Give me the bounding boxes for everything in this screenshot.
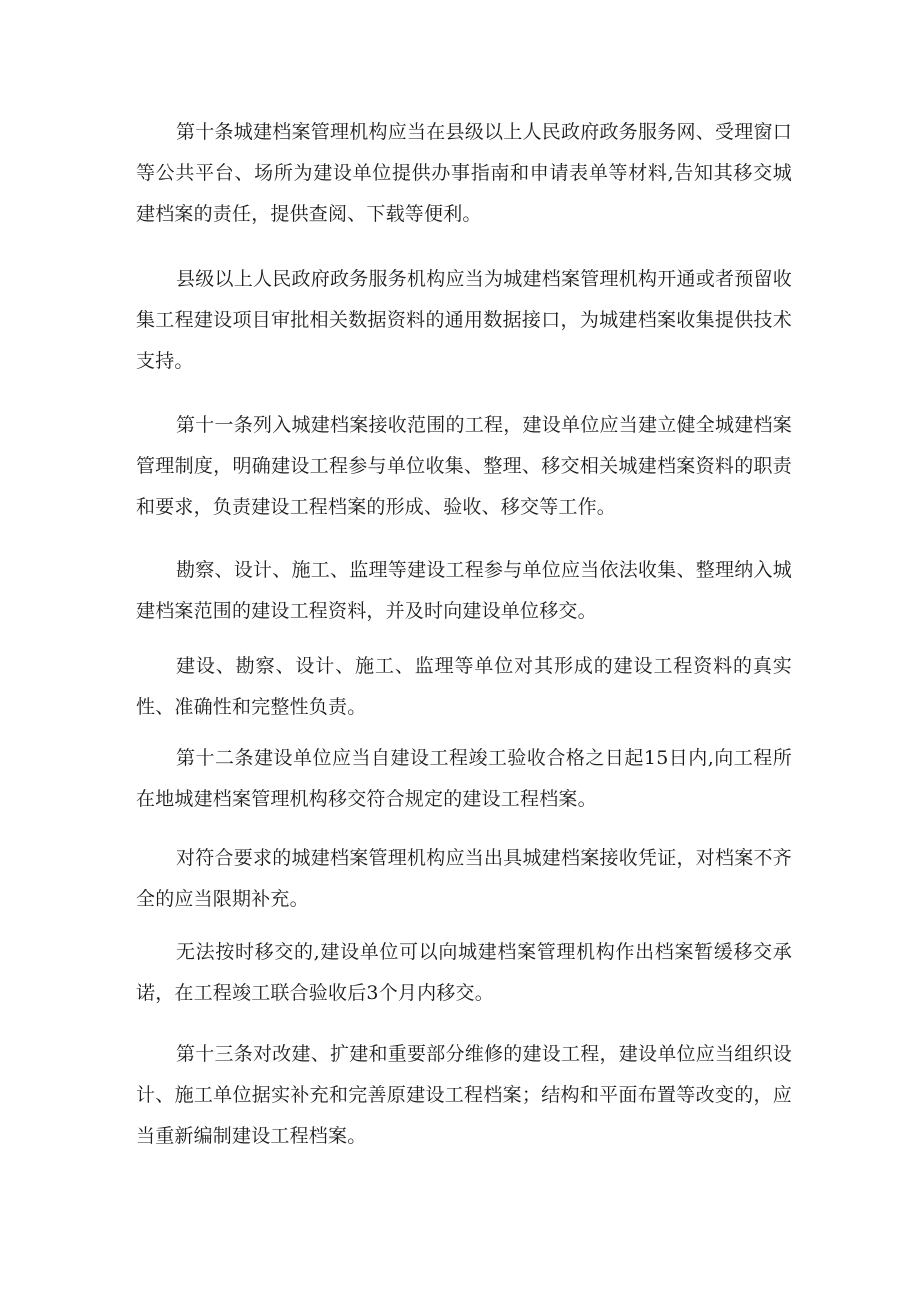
paragraph-article-12-clause-3: 无法按时移交的,建设单位可以向城建档案管理机构作出档案暂缓移交承诺，在工程竣工联合验收后3个月内移交。: [136, 941, 792, 1004]
paragraph-article-11-clause-2: 勘察、设计、施工、监理等建设工程参与单位应当依法收集、整理纳入城建档案范围的建设工程资料，并及时向建设单位移交。: [136, 559, 792, 622]
paragraph-article-11-clause-3: 建设、勘察、设计、施工、监理等单位对其形成的建设工程资料的真实性、准确性和完整性负责。: [136, 655, 792, 718]
paragraph-article-12: 第十二条建设单位应当自建设工程竣工验收合格之日起15日内,向工程所在地城建档案管理机构移交符合规定的建设工程档案。: [136, 747, 792, 810]
paragraph-article-10-clause-2: 县级以上人民政府政务服务机构应当为城建档案管理机构开通或者预留收集工程建设项目审批相关数据资料的通用数据接口，为城建档案收集提供技术支持。: [136, 268, 792, 372]
paragraph-article-11: 第十一条列入城建档案接收范围的工程，建设单位应当建立健全城建档案管理制度，明确建设工程参与单位收集、整理、移交相关城建档案资料的职责和要求，负责建设工程档案的形成、验收、移交等工作。: [136, 414, 792, 518]
paragraph-article-13: 第十三条对改建、扩建和重要部分维修的建设工程，建设单位应当组织设计、施工单位据实补充和完善原建设工程档案；结构和平面布置等改变的，应当重新编制建设工程档案。: [136, 1043, 792, 1147]
paragraph-article-10: 第十条城建档案管理机构应当在县级以上人民政府政务服务网、受理窗口等公共平台、场所为建设单位提供办事指南和申请表单等材料,告知其移交城建档案的责任，提供查阅、下载等便利。: [136, 121, 792, 225]
paragraph-article-12-clause-2: 对符合要求的城建档案管理机构应当出具城建档案接收凭证，对档案不齐全的应当限期补充。: [136, 847, 792, 910]
